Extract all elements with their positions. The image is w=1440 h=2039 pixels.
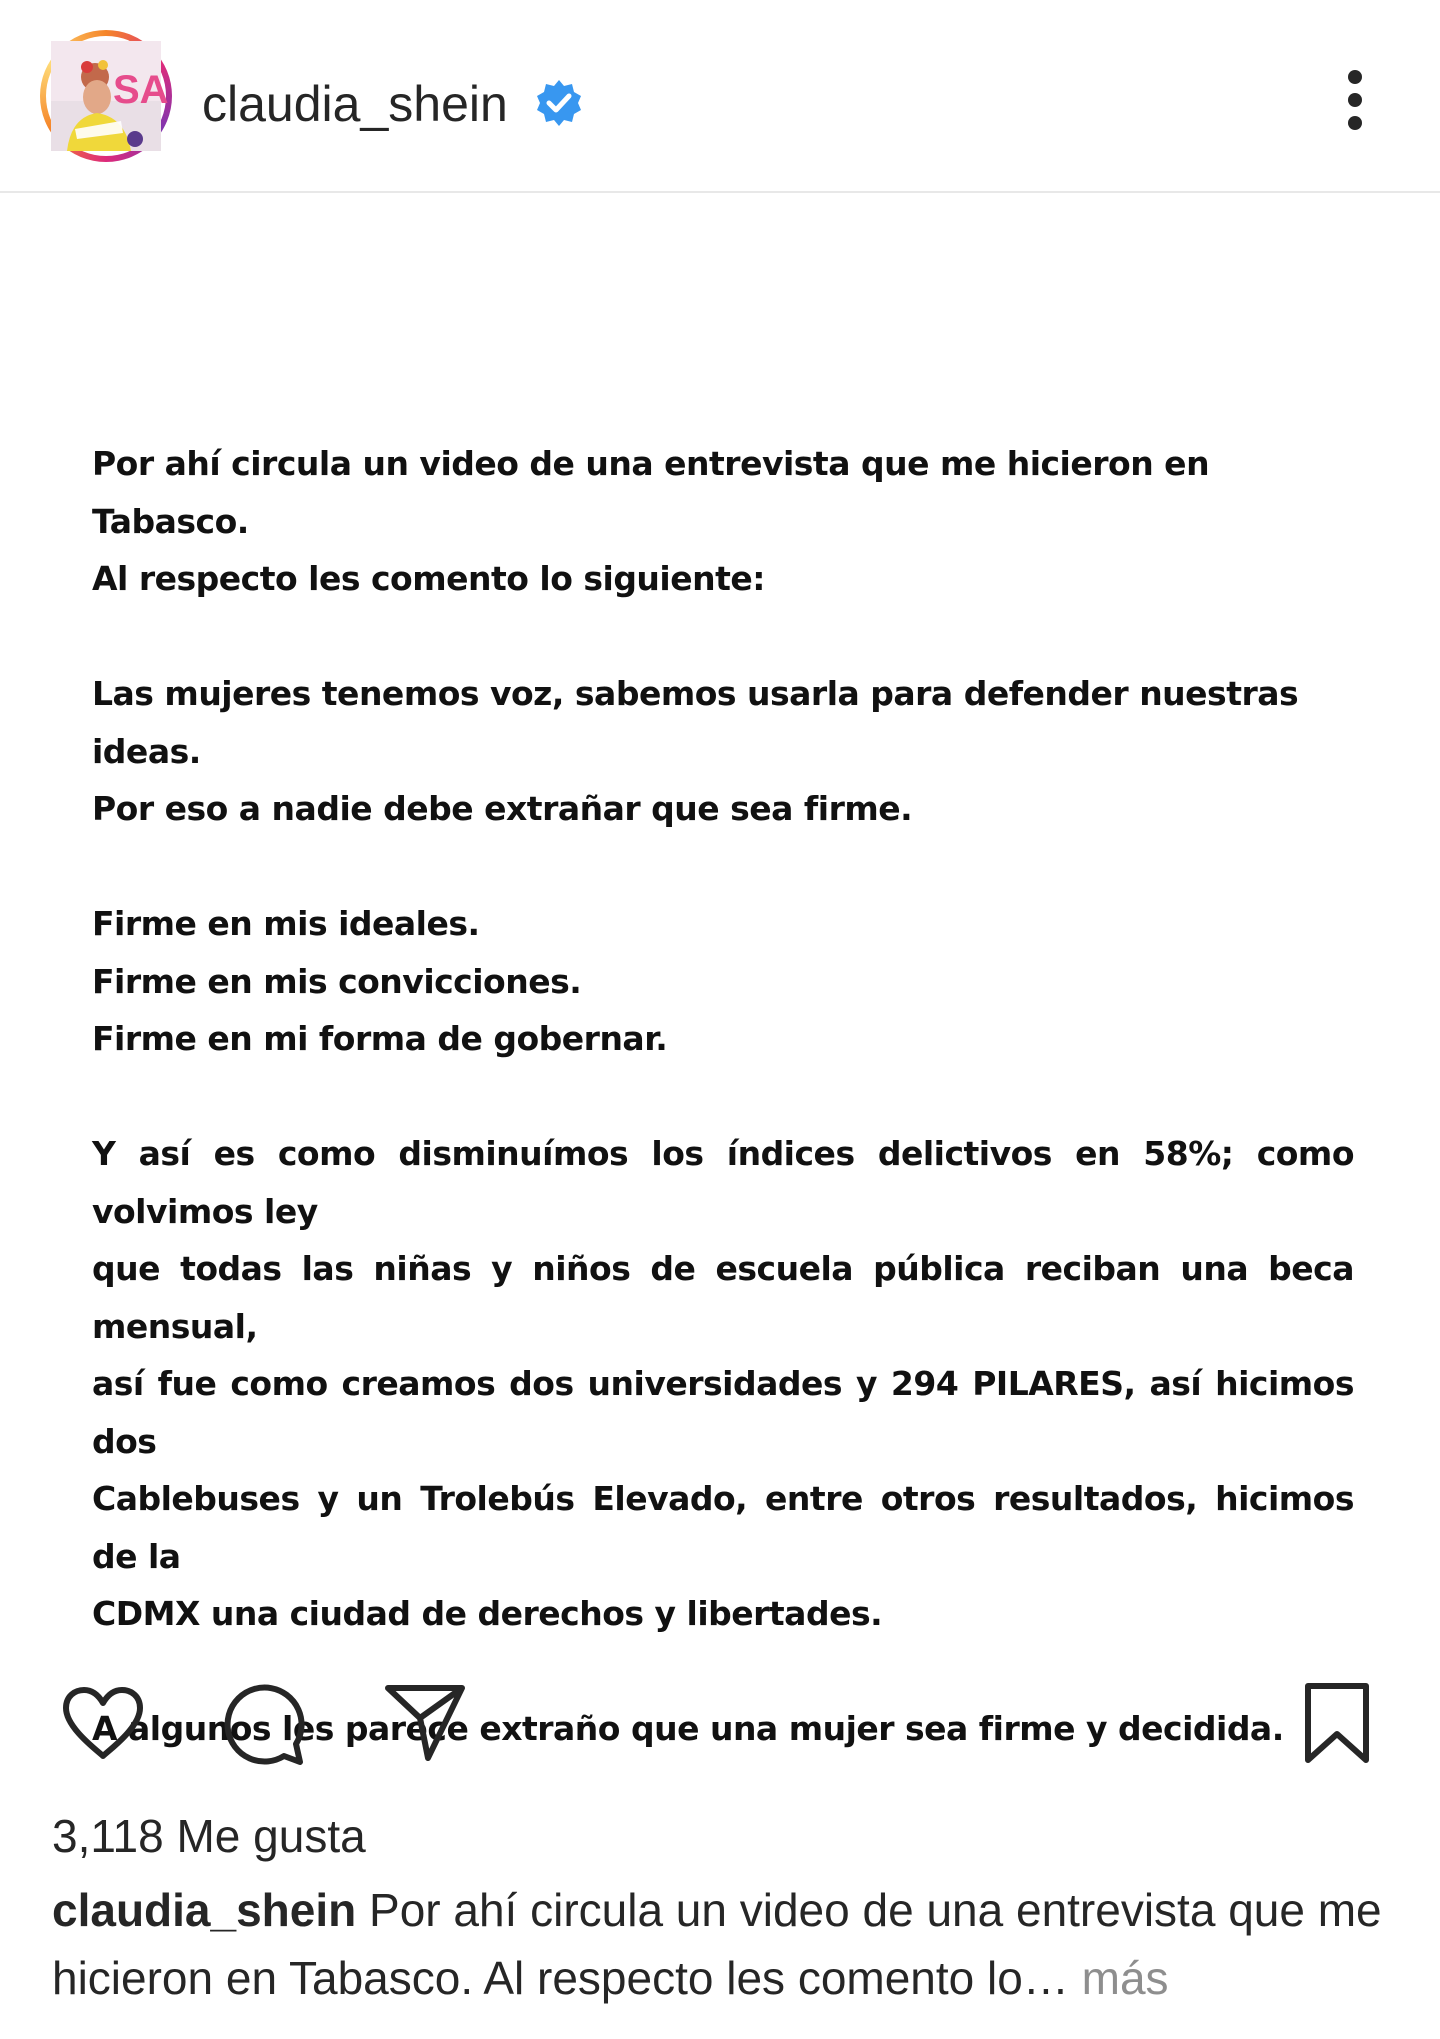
post-text-line: Por ahí circula un video de una entrevista que me hicieron en Tabasco. [92,444,1210,541]
post-header [0,0,1440,193]
bookmark-icon[interactable] [1300,1680,1374,1766]
more-options-icon[interactable] [1330,60,1380,140]
post-text-line: Cablebuses y un Trolebús Elevado, entre otros resultados, hicimos de la [92,1479,1354,1576]
caption-username[interactable]: claudia_shein [52,1884,357,1936]
share-icon[interactable] [380,1680,470,1766]
post-image-text [92,435,1354,1758]
post-text-line: A algunos les parece extraño que una mujer sea firme y decidida. [92,1709,1284,1748]
verified-badge-icon [534,78,584,128]
post-text-line: Firme en mi forma de gobernar. [92,1019,668,1058]
post-text-line: Al respecto les comento lo siguiente: [92,559,765,598]
avatar[interactable] [40,30,172,162]
post-text-line: Por eso a nadie debe extrañar que sea firme. [92,789,913,828]
avatar-image [51,41,169,151]
post-text-line: que todas las niñas y niños de escuela pública reciban una beca mensual, [92,1249,1354,1346]
post-text-line: Firme en mis convicciones. [92,961,582,1001]
caption-ellipsis: … [1022,1952,1069,2004]
post-actions-bar [0,1670,1440,1770]
heart-icon[interactable] [58,1684,148,1764]
post-text-line: Firme en mis ideales. [92,904,480,943]
caption-text: Por ahí circula un video de una entrevista que me hicieron en Tabasco. Al respecto les comento lo [52,1884,1382,2004]
post-author-username[interactable]: claudia_shein [202,76,508,132]
svg-text:SA: SA [113,68,169,112]
post-text-line: Las mujeres tenemos voz, sabemos usarla para defender nuestras ideas. [92,674,1299,771]
caption-more-link[interactable]: más [1081,1952,1169,2004]
post-text-line: así fue como creamos dos universidades y 294 PILARES, así hicimos dos [92,1364,1354,1461]
likes-count[interactable]: 3,118 Me gusta [52,1810,366,1862]
post-caption [52,1876,1402,2012]
post-text-line: CDMX una ciudad de derechos y libertades. [92,1594,883,1633]
comment-icon[interactable] [220,1682,310,1768]
post-text-line: Y así es como disminuímos los índices delictivos en 58%; como volvimos ley [92,1134,1354,1231]
